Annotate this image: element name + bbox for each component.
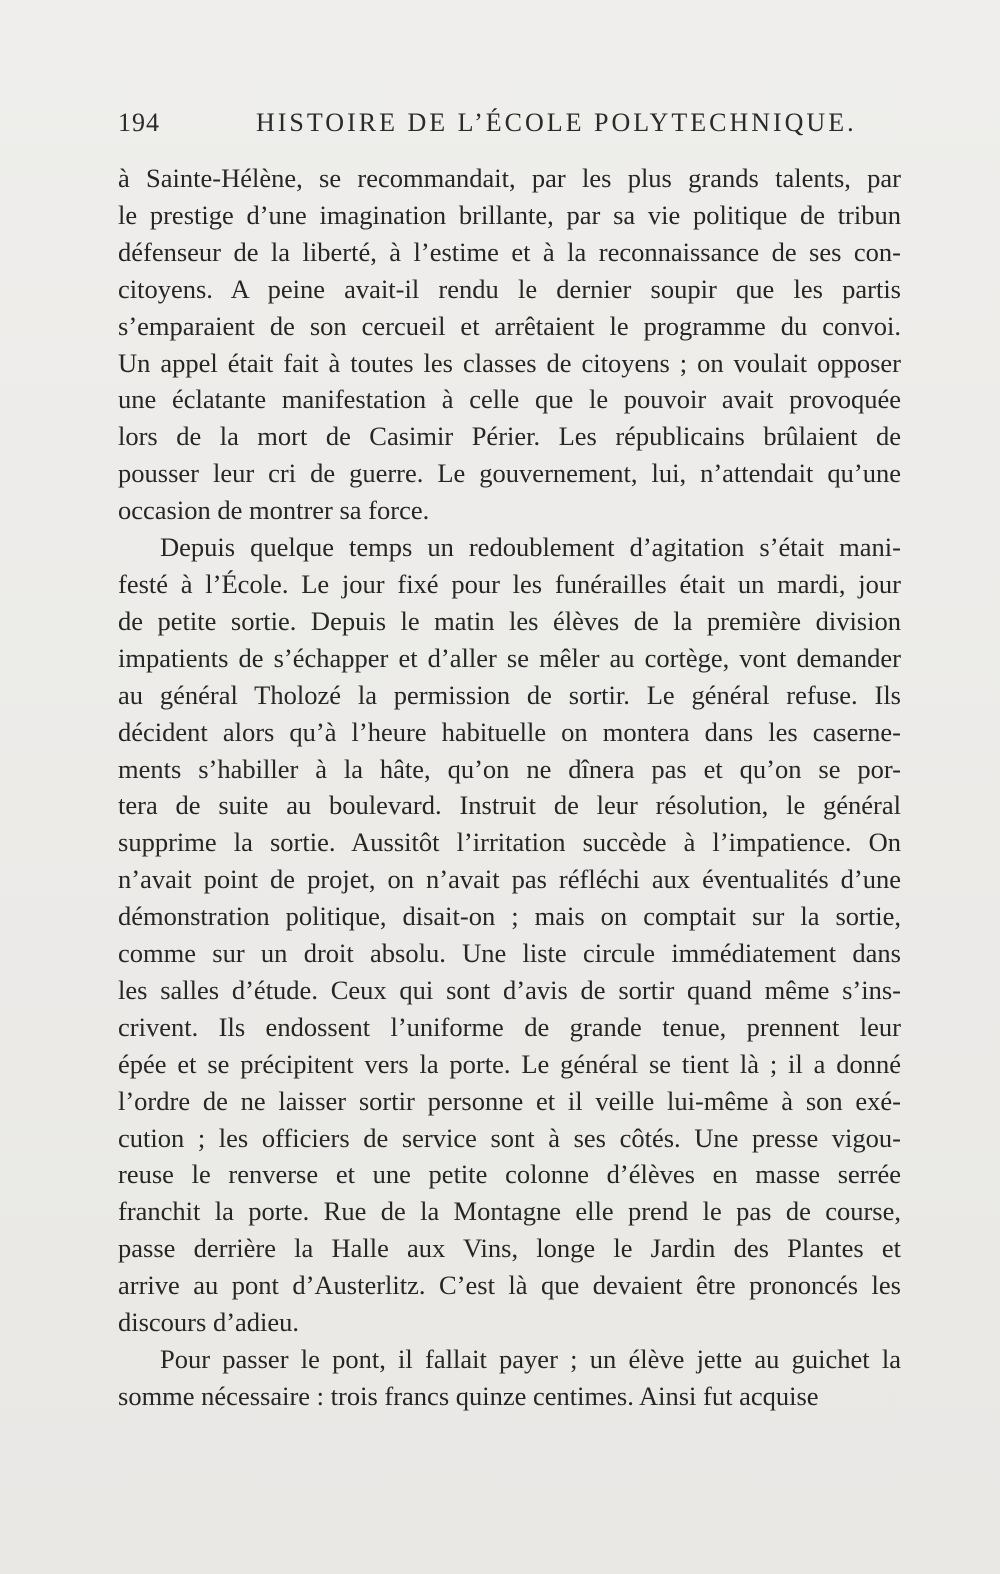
text-line: cution ; les officiers de service sont à ses côtés. Une presse vigou- (118, 1122, 901, 1153)
running-title: HISTOIRE DE L’ÉCOLE POLYTECHNIQUE. (256, 108, 857, 137)
text-line: n’avait point de projet, on n’avait pas réfléchi aux éventualités d’une (118, 864, 901, 895)
text-line: au général Tholozé la permission de sortir. Le général refuse. Ils (118, 679, 901, 710)
text-line: discours d’adieu. (118, 1307, 300, 1338)
text-line: citoyens. A peine avait-il rendu le dernier soupir que les partis (118, 273, 901, 304)
text-line: tera de suite au boulevard. Instruit de leur résolution, le général (118, 790, 901, 821)
text-line: Un appel était fait à toutes les classes de citoyens ; on voulait opposer (118, 347, 901, 378)
text-line: pousser leur cri de guerre. Le gouvernement, lui, n’attendait qu’une (118, 458, 901, 489)
text-line: somme nécessaire : trois francs quinze centimes. Ainsi fut acquise (118, 1380, 819, 1411)
text-line: s’emparaient de son cercueil et arrêtaient le programme du convoi. (118, 310, 901, 341)
text-line: les salles d’étude. Ceux qui sont d’avis de sortir quand même s’ins- (118, 974, 901, 1005)
text-line: une éclatante manifestation à celle que le pouvoir avait provoquée (118, 384, 901, 415)
text-line: occasion de montrer sa force. (118, 495, 430, 526)
text-line: impatients de s’échapper et d’aller se mêler au cortège, vont demander (118, 642, 901, 673)
text-line: épée et se précipitent vers la porte. Le général se tient là ; il a donné (118, 1048, 901, 1079)
text-line: Depuis quelque temps un redoublement d’agitation s’était mani- (160, 532, 901, 563)
text-line: lors de la mort de Casimir Périer. Les républicains brûlaient de (118, 421, 901, 452)
text-line: défenseur de la liberté, à l’estime et à la reconnaissance de ses con- (118, 236, 901, 267)
text-line: franchit la porte. Rue de la Montagne elle prend le pas de course, (118, 1196, 901, 1227)
text-line: comme sur un droit absolu. Une liste circule immédiatement dans (118, 938, 901, 969)
text-line: arrive au pont d’Austerlitz. C’est là que devaient être prononcés les (118, 1270, 901, 1301)
text-line: l’ordre de ne laisser sortir personne et il veille lui-même à son exé- (118, 1085, 901, 1116)
paragraph (118, 1341, 901, 1415)
text-line: démonstration politique, disait-on ; mais on comptait sur la sortie, (118, 901, 901, 932)
text-line: reuse le renverse et une petite colonne d’élèves en masse serrée (118, 1159, 901, 1190)
text-line: supprime la sortie. Aussitôt l’irritation succède à l’impatience. On (118, 827, 901, 858)
text-line: le prestige d’une imagination brillante, par sa vie politique de tribun (118, 199, 901, 230)
page-header (118, 108, 898, 144)
page-number: 194 (118, 108, 160, 137)
text-line: ments s’habiller à la hâte, qu’on ne dînera pas et qu’on se por- (118, 753, 901, 784)
text-line: passe derrière la Halle aux Vins, longe le Jardin des Plantes et (118, 1233, 901, 1264)
paragraph (118, 529, 901, 1341)
body-text (118, 160, 901, 1415)
text-line: crivent. Ils endossent l’uniforme de grande tenue, prennent leur (118, 1011, 901, 1042)
text-line: Pour passer le pont, il fallait payer ; un élève jette au guichet la (160, 1344, 901, 1374)
text-line: à Sainte-Hélène, se recommandait, par les plus grands talents, par (118, 163, 901, 193)
text-line: de petite sortie. Depuis le matin les élèves de la première division (118, 605, 901, 636)
text-line: décident alors qu’à l’heure habituelle on montera dans les caserne- (118, 716, 901, 747)
text-line: festé à l’École. Le jour fixé pour les funérailles était un mardi, jour (118, 568, 901, 599)
paragraph (118, 160, 901, 529)
